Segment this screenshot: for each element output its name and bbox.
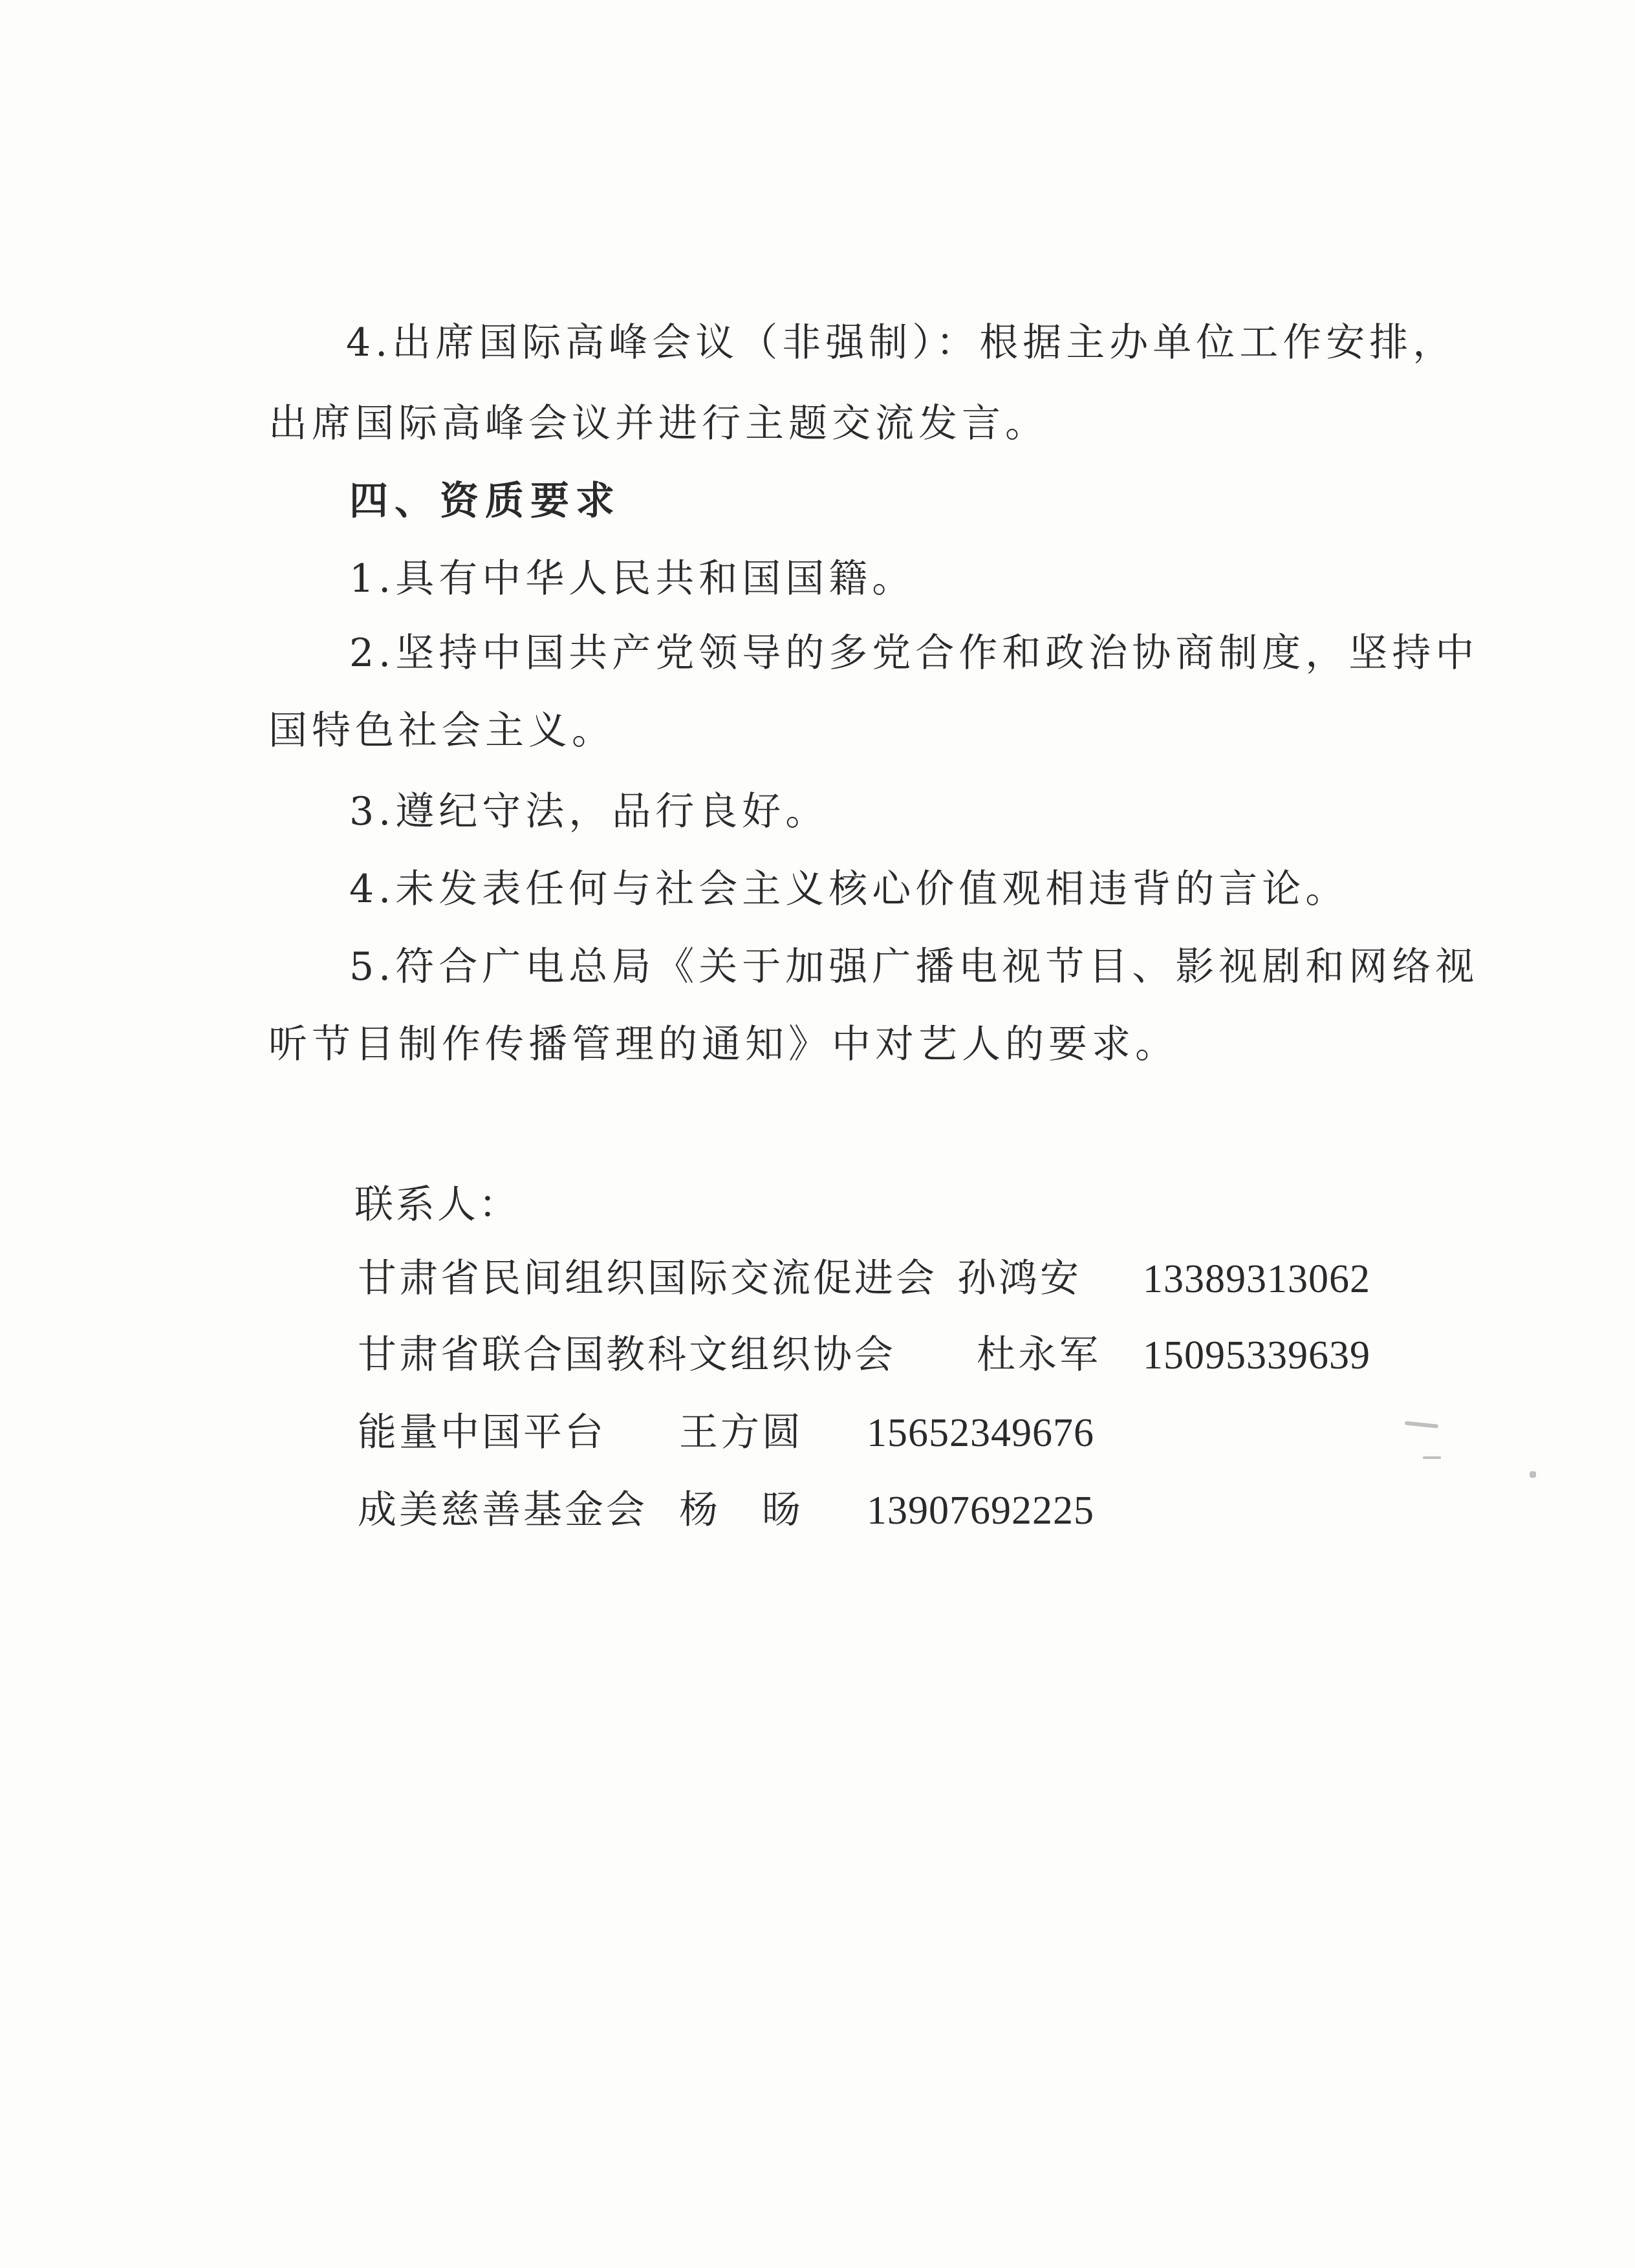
- contact-org: 甘肃省民间组织国际交流促进会: [358, 1256, 937, 1301]
- qualification-item-2-line1: 2.坚持中国共产党领导的多党合作和政治协商制度，坚持中: [349, 631, 1479, 676]
- contact-person: 王方圆: [679, 1410, 803, 1455]
- qualification-item-1: 1.具有中华人民共和国国籍。: [349, 556, 916, 601]
- contact-phone: 15095339639: [1143, 1334, 1370, 1377]
- scan-artifact: [1423, 1456, 1441, 1459]
- contact-person: 杜永军: [977, 1332, 1101, 1377]
- contact-org: 甘肃省联合国教科文组织协会: [358, 1332, 896, 1377]
- contact-org: 能量中国平台: [358, 1410, 606, 1455]
- qualification-item-2-line2: 国特色社会主义。: [268, 708, 615, 753]
- paragraph-p4-line2: 出席国际高峰会议并进行主题交流发言。: [268, 401, 1048, 446]
- contact-org: 成美慈善基金会: [358, 1487, 647, 1533]
- qualification-item-5-line2: 听节目制作传播管理的通知》中对艺人的要求。: [268, 1022, 1178, 1067]
- qualification-item-5-line1: 5.符合广电总局《关于加强广播电视节目、影视剧和网络视: [349, 944, 1479, 989]
- contact-person: 杨 旸: [679, 1487, 803, 1533]
- scan-artifact: [1530, 1471, 1536, 1478]
- contact-phone: 13389313062: [1143, 1257, 1370, 1301]
- contact-phone: 13907692225: [867, 1489, 1094, 1533]
- scan-artifact: [1405, 1421, 1438, 1428]
- contact-person: 孙鸿安: [957, 1256, 1081, 1301]
- contact-phone: 15652349676: [867, 1411, 1094, 1455]
- section-heading-qualifications: 四、资质要求: [349, 479, 621, 524]
- qualification-item-4: 4.未发表任何与社会主义核心价值观相违背的言论。: [349, 867, 1349, 912]
- contacts-label: 联系人：: [354, 1182, 520, 1227]
- qualification-item-3: 3.遵纪守法，品行良好。: [349, 789, 829, 834]
- paragraph-p4-line1: 4.出席国际高峰会议（非强制）：根据主办单位工作安排，: [346, 320, 1456, 365]
